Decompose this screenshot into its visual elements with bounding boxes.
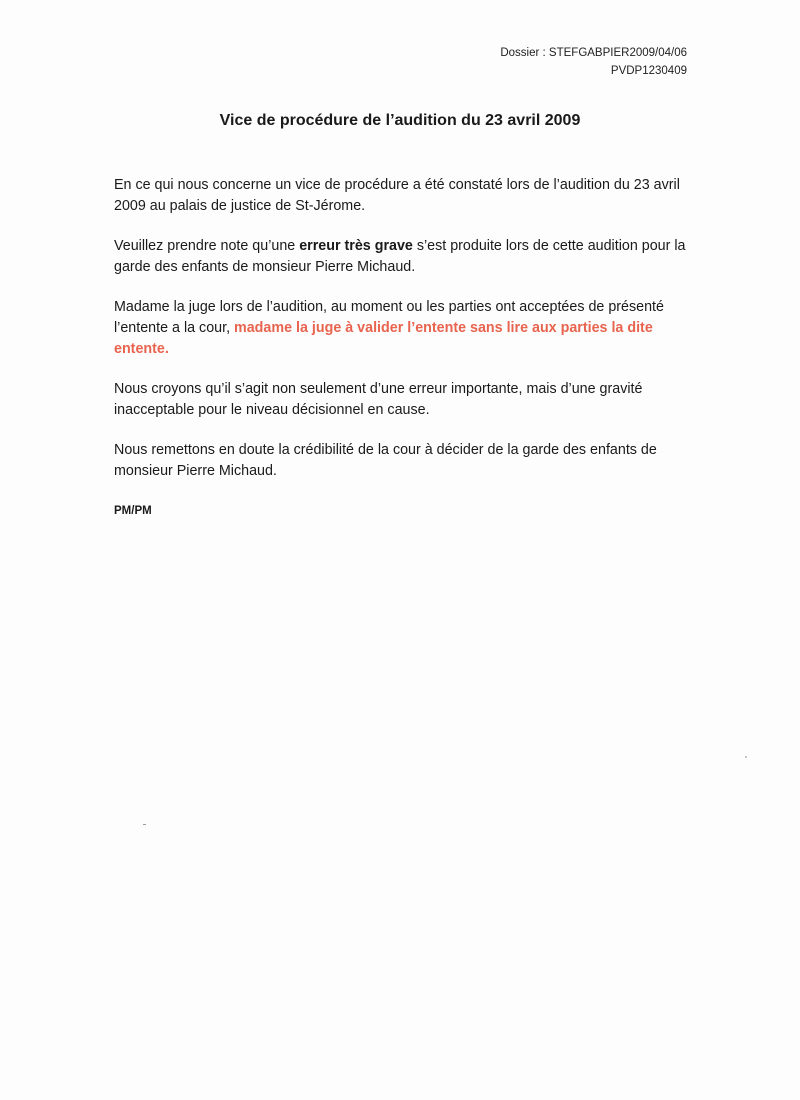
paragraph-2-bold: erreur très grave (299, 238, 413, 254)
reference-code: PVDP1230409 (610, 65, 687, 77)
paragraph-2-end: s’est produite lors de cette audition pour la garde des enfants de monsieur Pierre Michaud. (114, 238, 686, 275)
document-title: Vice de procédure de l’audition du 23 avril 2009 (219, 112, 581, 129)
scan-speck (143, 824, 146, 825)
signature-initials: PM/PM (114, 505, 152, 517)
dossier-reference (500, 44, 687, 80)
paragraph-5: Nous remettons en doute la crédibilité de la cour à décider de la garde des enfants de monsieur Pierre Michaud. (114, 442, 657, 479)
paragraph-3-start: Madame la juge lors de l’audition, au moment ou les parties ont acceptées de présenté l’entente a la cour, (114, 299, 664, 336)
paragraph-2 (114, 236, 704, 278)
paragraph-4: Nous croyons qu’il s’agit non seulement d’une erreur importante, mais d’une gravité inacceptable pour le niveau décisionnel en cause. (114, 381, 643, 418)
paragraph-3 (114, 297, 704, 360)
paragraph-3-highlight: madame la juge à valider l’entente sans lire aux parties la dite entente. (114, 320, 653, 357)
paragraph-1: En ce qui nous concerne un vice de procédure a été constaté lors de l’audition du 23 avril 2009 au palais de justice de St-Jérome. (114, 177, 680, 214)
paragraph-2-start: Veuillez prendre note qu’une (114, 238, 300, 254)
scan-speck (745, 756, 747, 758)
dossier-number: Dossier : STEFGABPIER2009/04/06 (500, 47, 687, 59)
document-body (114, 175, 704, 522)
